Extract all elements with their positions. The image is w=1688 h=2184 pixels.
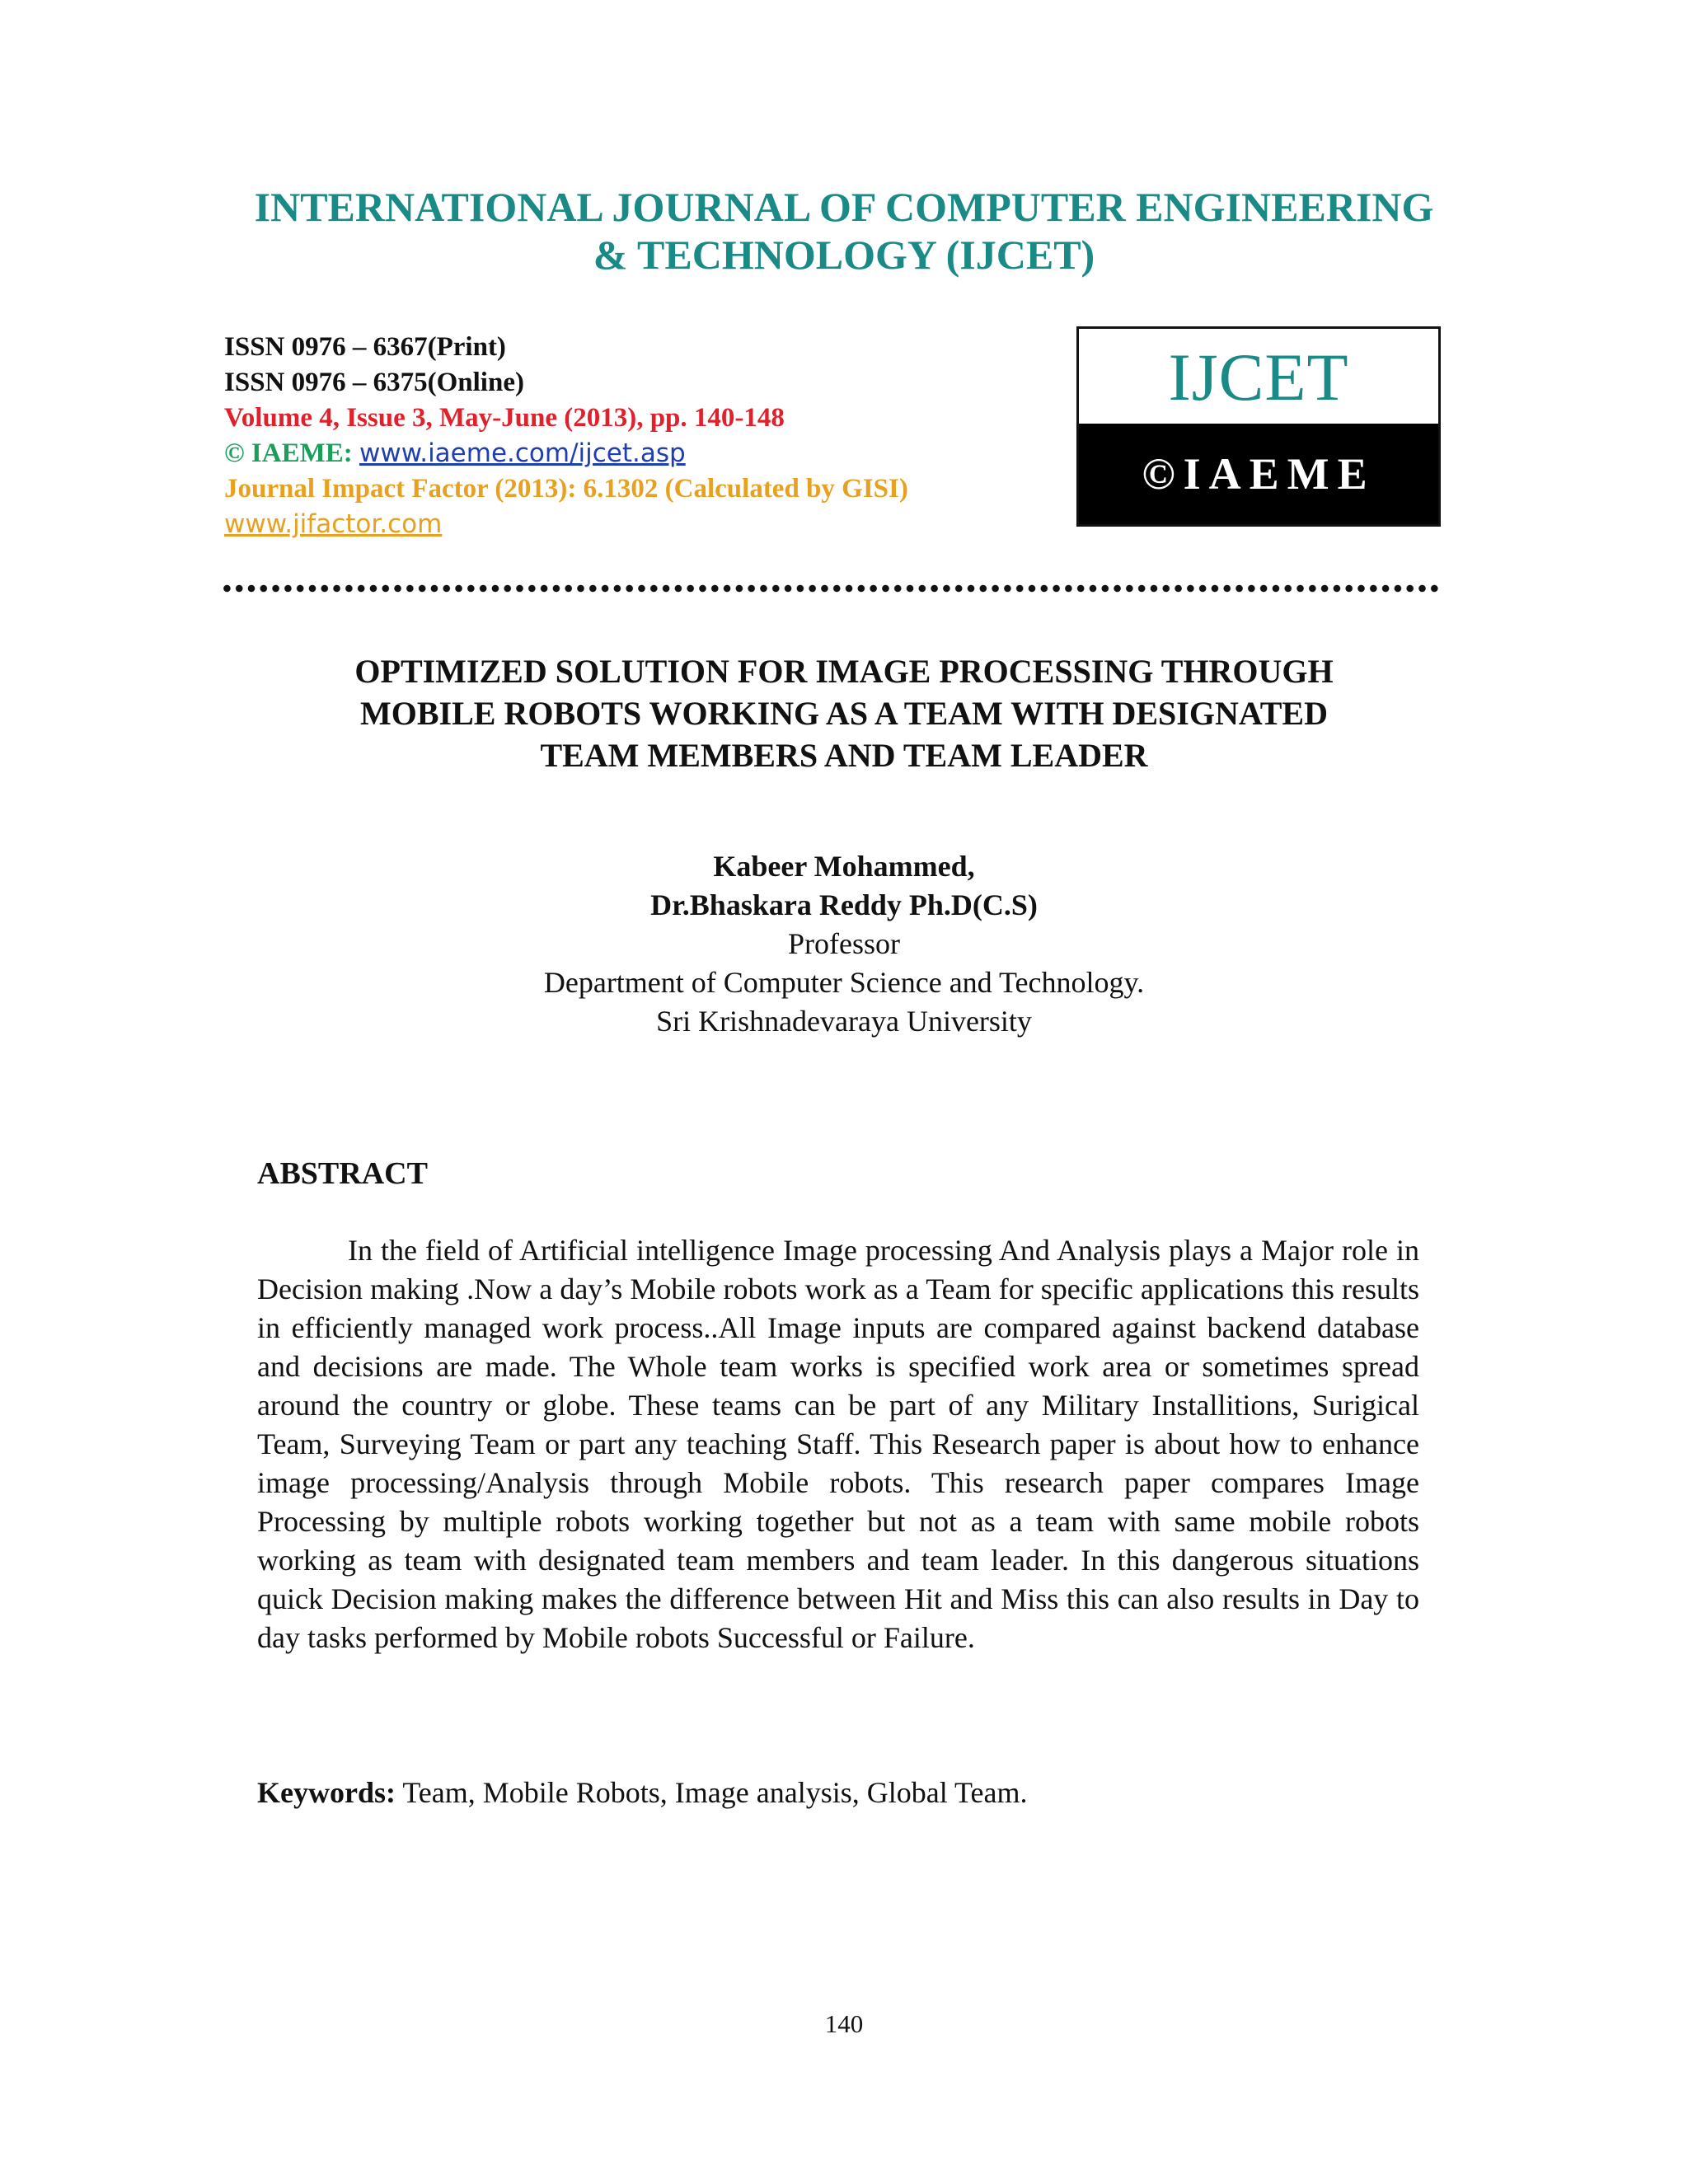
jif-link-line (224, 507, 1048, 542)
author-department: Department of Computer Science and Technology. (543, 966, 1145, 999)
paper-title-line-1: OPTIMIZED SOLUTION FOR IMAGE PROCESSING THROUGH (354, 653, 1334, 690)
journal-title (165, 183, 1523, 279)
keywords-text: Team, Mobile Robots, Image analysis, Global Team. (395, 1776, 1028, 1809)
journal-title-line-1: INTERNATIONAL JOURNAL OF COMPUTER ENGINEERING (254, 184, 1434, 230)
keywords-label: Keywords: (257, 1776, 396, 1809)
author-university: Sri Krishnadevaraya University (656, 1005, 1032, 1038)
iaeme-label: © IAEME: (224, 438, 359, 468)
paper-title-line-2: MOBILE ROBOTS WORKING AS A TEAM WITH DESIGNATED (359, 695, 1328, 732)
logo-title: IJCET (1168, 340, 1349, 415)
author-role: Professor (788, 927, 900, 960)
ijcet-logo (1076, 326, 1441, 527)
iaeme-line (224, 436, 1048, 471)
journal-title-line-2: & TECHNOLOGY (IJCET) (593, 232, 1095, 278)
impact-factor: Journal Impact Factor (2013): 6.1302 (Calculated by GISI) (224, 474, 908, 504)
logo-iaeme: ©IAEME (1079, 424, 1438, 524)
abstract-heading: ABSTRACT (257, 1156, 428, 1191)
journal-meta-block (224, 330, 1048, 542)
paper-title (206, 650, 1482, 776)
author-block (206, 847, 1482, 1041)
keywords (257, 1774, 1419, 1812)
paper-title-line-3: TEAM MEMBERS AND TEAM LEADER (540, 737, 1148, 774)
jif-link[interactable]: www.jifactor.com (224, 509, 443, 539)
dotted-divider (221, 583, 1441, 593)
issn-online: ISSN 0976 – 6375(Online) (224, 368, 524, 397)
volume-info: Volume 4, Issue 3, May-June (2013), pp. 140-148 (224, 403, 785, 433)
issn-print: ISSN 0976 – 6367(Print) (224, 332, 506, 362)
author-1: Kabeer Mohammed, (713, 850, 975, 883)
iaeme-link[interactable]: www.iaeme.com/ijcet.asp (359, 438, 686, 468)
author-2: Dr.Bhaskara Reddy Ph.D(C.S) (650, 888, 1038, 921)
abstract-body: In the field of Artificial intelligence Image processing And Analysis plays a Major role in Decision making .Now a day’s Mobile robots work as a Team for specific applications this results in efficiently managed work process..All Image inputs are compared against backend database and decisions are made. The Whole team works is specified work area or sometimes spread around the country or globe. These teams can be part of any Military Installitions, Surigical Team, Surveying Team or part any teaching Staff. This Research paper is about how to enhance image processing/Analysis through Mobile robots. This research paper compares Image Processing by multiple robots working together but not as a team with same mobile robots working as team with designated team members and team leader. In this dangerous situations quick Decision making makes the difference between Hit and Miss this can also results in Day to day tasks performed by Mobile robots Successful or Failure. (257, 1234, 1419, 1654)
page-number: 140 (824, 2009, 864, 2038)
